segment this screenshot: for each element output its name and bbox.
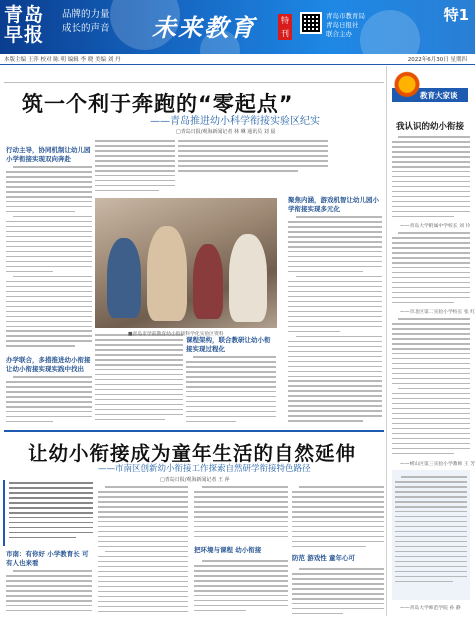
opinion-signature: ——市北区第二实验小学校长 张 红	[400, 310, 475, 315]
article2-headline: 让幼小衔接成为童年生活的自然延伸	[28, 442, 357, 465]
article1-body-col3	[186, 356, 276, 426]
decor-bubble	[360, 10, 420, 54]
column-divider	[386, 66, 387, 616]
sponsor-line: 青岛日报社	[326, 21, 359, 29]
article1-body-col4	[288, 216, 382, 426]
article1-byline: □青岛日报/观海新闻记者 林 琳 通讯员 刘 晨	[176, 129, 276, 135]
photo-figure	[107, 238, 141, 318]
issue-date: 2022年6月30日 星期四	[407, 57, 467, 63]
pullquote-text	[9, 482, 93, 544]
slogan-line: 成长的声音	[62, 23, 110, 34]
column-label: 教育大家谈	[420, 91, 458, 100]
article2-subtitle: ——市南区创新幼小衔接工作探索自然研学衔接特色路径	[98, 464, 311, 474]
article-divider	[4, 430, 384, 432]
sponsor-text	[326, 12, 365, 39]
lightbulb-icon	[394, 70, 420, 102]
article2-subhead: 防范 游戏性 童年心可	[292, 554, 356, 562]
logo-char: 早	[4, 24, 24, 46]
photo-figure	[193, 244, 223, 319]
opinion-1	[392, 136, 470, 220]
section-title: 未来教育	[152, 14, 256, 42]
opinion-4-box	[392, 470, 470, 600]
photo-figure	[147, 226, 187, 321]
article1-subhead: 课程架构，联合教研让幼小衔接实现过程化	[186, 336, 271, 353]
article2-byline: □青岛日报/观海新闻记者 王 萍	[160, 477, 230, 483]
opinion-signature: ——崂山区第三实验小学教师 王 芳	[400, 462, 475, 467]
opinion-2	[392, 232, 470, 306]
article1-subtitle: ——青岛推进幼小科学衔接实验区纪实	[150, 116, 320, 127]
article1-headline: 筑一个利于奔跑的“零起点”	[22, 92, 294, 116]
logo-char: 报	[24, 24, 44, 46]
article2-body-col3	[194, 486, 288, 542]
article2-subhead: 把环境与课程 幼小衔接	[194, 546, 262, 554]
article2-body-col2	[98, 486, 188, 616]
article1-subhead: 办学联合，多措推进幼小衔接让幼小衔接实现实践中找出	[6, 356, 91, 373]
article1-subhead: 行动主导，协同机制让幼儿园小学衔接实现双向奔赴	[6, 146, 91, 163]
article2-body-col1	[6, 570, 92, 616]
sponsor-line: 青岛市教育局	[326, 12, 365, 20]
opinion-signature: ——青岛大学师范学院 孙 静	[400, 606, 461, 611]
editor-credits: 本版主编 王萍 校对 陈 明 编辑 李 晓 美编 刘 丹	[4, 57, 121, 63]
article1-subhead: 聚焦内涵，游戏机智让幼儿园小学衔接实现多元化	[288, 196, 379, 213]
photo-figure	[229, 234, 267, 322]
article1-photo	[95, 198, 277, 328]
article1-body-col1b	[6, 376, 92, 424]
right-column-title: 我认识的幼小衔接	[396, 122, 465, 132]
article2-subhead: 市南：有你好 小学教育长 可有人也来看	[6, 550, 89, 567]
article2-body-col3b	[194, 560, 288, 616]
article1-body-lead	[95, 140, 175, 196]
opinion-signature: ——青岛大学附属中学校长 刘 玲	[400, 224, 471, 229]
logo-char: 青	[4, 4, 24, 26]
article1-body-col2	[95, 334, 183, 426]
article2-body-col4	[292, 486, 384, 552]
right-column-header	[392, 70, 468, 110]
masthead-slogan	[62, 8, 110, 36]
dateline	[0, 55, 475, 65]
article2-body-col4b	[292, 568, 384, 616]
slogan-line: 品牌的力量	[62, 9, 110, 20]
logo-char: 岛	[24, 4, 44, 26]
photo-caption: ■青岛市学前教育幼小衔接科学化实验区资料	[128, 332, 224, 337]
page-number: 特1	[443, 6, 469, 24]
masthead	[0, 0, 475, 54]
sponsor-line: 联合主办	[326, 30, 352, 38]
article1-body-col1	[6, 166, 92, 352]
newspaper-logo	[4, 4, 56, 48]
special-badge: 特刊	[278, 14, 292, 40]
opinion-4	[395, 476, 467, 588]
opinion-3	[392, 318, 470, 458]
intro-text	[178, 140, 328, 178]
qr-code-icon	[300, 12, 322, 34]
article1-intro	[178, 140, 328, 178]
article2-pullquote	[3, 480, 93, 546]
divider	[4, 82, 384, 83]
